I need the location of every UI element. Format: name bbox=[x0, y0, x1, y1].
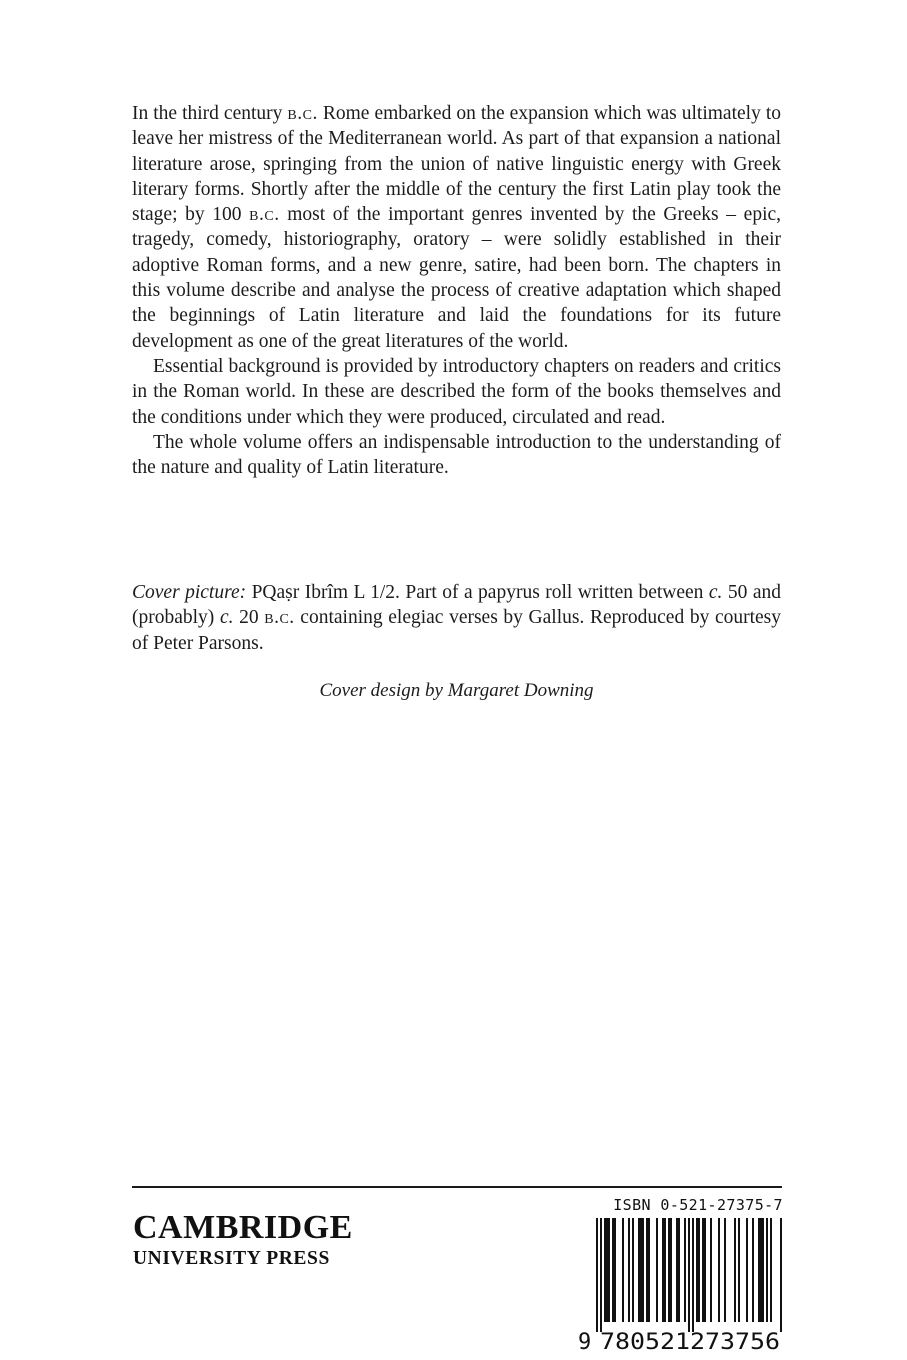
barcode-bar bbox=[760, 1218, 762, 1322]
barcode-bar bbox=[704, 1218, 706, 1322]
publisher-name: CAMBRIDGE bbox=[133, 1209, 353, 1246]
cover-note-text: PQaṣr Ibrîm L 1/2. Part of a papyrus roll written between bbox=[246, 582, 709, 603]
isbn-label: ISBN 0-521-27375-7 bbox=[613, 1196, 783, 1214]
barcode-bar bbox=[676, 1218, 678, 1322]
cover-note-text: 20 bbox=[233, 607, 265, 629]
era-abbrev: b.c. bbox=[264, 607, 295, 629]
barcode-bar bbox=[632, 1218, 634, 1322]
barcode-bar bbox=[746, 1218, 748, 1322]
barcode-bar bbox=[724, 1218, 726, 1322]
barcode-lead-digit: 9 bbox=[578, 1330, 592, 1354]
barcode-bars bbox=[596, 1218, 784, 1332]
barcode-bar bbox=[762, 1218, 764, 1322]
barcode bbox=[574, 1218, 784, 1354]
blurb-paragraph-3: The whole volume offers an indispensable introduction to the understanding of the nature and quality of Latin literature. bbox=[132, 431, 781, 479]
barcode-bar bbox=[614, 1218, 616, 1322]
barcode-bar bbox=[702, 1218, 704, 1322]
barcode-bar bbox=[766, 1218, 768, 1322]
blurb-text: most of the important genres invented by the Greeks – epic, tragedy, comedy, historiography, oratory – were solidly established in their adoptive Roman forms, and a new genre, satire, had been born. The chapters in this volume describe and analyse the process of creative adaptation which shaped the beginnings of Latin literature and laid the foundations for its future development as one of the great literatures of the world. bbox=[132, 204, 782, 352]
barcode-bar bbox=[596, 1218, 598, 1332]
barcode-bar bbox=[718, 1218, 720, 1322]
cover-picture-note bbox=[132, 580, 781, 656]
barcode-bar bbox=[710, 1218, 712, 1322]
barcode-bar bbox=[780, 1218, 782, 1332]
barcode-bar bbox=[612, 1218, 614, 1322]
barcode-bar bbox=[600, 1218, 602, 1332]
circa-abbrev: c. bbox=[219, 607, 234, 629]
barcode-bar bbox=[670, 1218, 672, 1322]
cover-note-text: 50 and (probably) bbox=[132, 582, 782, 629]
blurb-paragraph-2: Essential background is provided by introductory chapters on readers and critics in the Roman world. In these are described the form of the books themselves and the conditions under which they were produced, circulated and read. bbox=[132, 355, 781, 428]
footer-rule bbox=[132, 1186, 782, 1188]
barcode-bar bbox=[638, 1218, 640, 1322]
barcode-bar bbox=[668, 1218, 670, 1322]
barcode-bar bbox=[640, 1218, 642, 1322]
year-number: 100 bbox=[212, 204, 242, 226]
cover-note-text: containing elegiac verses by Gallus. Reproduced by courtesy of Peter Parsons. bbox=[132, 607, 782, 654]
barcode-bar bbox=[696, 1218, 698, 1322]
barcode-bar bbox=[734, 1218, 736, 1322]
blurb bbox=[132, 101, 781, 480]
barcode-bar bbox=[770, 1218, 772, 1322]
barcode-bar bbox=[646, 1218, 648, 1322]
barcode-bar bbox=[662, 1218, 664, 1322]
publisher-logo bbox=[133, 1210, 353, 1271]
barcode-bar bbox=[752, 1218, 754, 1322]
barcode-bar bbox=[608, 1218, 610, 1322]
barcode-bar bbox=[604, 1218, 606, 1322]
barcode-digits: 780521273756 bbox=[600, 1330, 780, 1354]
barcode-bar bbox=[758, 1218, 760, 1322]
barcode-bar bbox=[628, 1218, 630, 1322]
blurb-text: Rome embarked on the expansion which was ultimately to leave her mistress of the Mediterranean world. As part of that expansion a national literature arose, springing from the union of native linguistic energy with Greek literary forms. Shortly after the middle of the century the first Latin play took the stage; by bbox=[132, 103, 781, 226]
barcode-bar bbox=[606, 1218, 608, 1322]
barcode-bar bbox=[622, 1218, 624, 1322]
barcode-bar bbox=[684, 1218, 686, 1322]
blurb-text: In the third century bbox=[132, 103, 288, 124]
publisher-subname: UNIVERSITY PRESS bbox=[133, 1248, 330, 1269]
barcode-bar bbox=[698, 1218, 700, 1322]
barcode-bar bbox=[664, 1218, 666, 1322]
cover-design-credit: Cover design by Margaret Downing bbox=[319, 680, 594, 701]
barcode-bar bbox=[642, 1218, 644, 1322]
barcode-bar bbox=[648, 1218, 650, 1322]
circa-abbrev: c. bbox=[708, 582, 723, 603]
blurb-paragraph-1 bbox=[132, 101, 781, 354]
barcode-bar bbox=[678, 1218, 680, 1322]
barcode-bar bbox=[738, 1218, 740, 1322]
barcode-bar bbox=[688, 1218, 690, 1332]
era-abbrev: b.c. bbox=[249, 204, 280, 226]
barcode-bar bbox=[656, 1218, 658, 1322]
cover-picture-label: Cover picture: bbox=[132, 582, 247, 603]
barcode-bar bbox=[692, 1218, 694, 1332]
era-abbrev: b.c. bbox=[287, 103, 318, 124]
